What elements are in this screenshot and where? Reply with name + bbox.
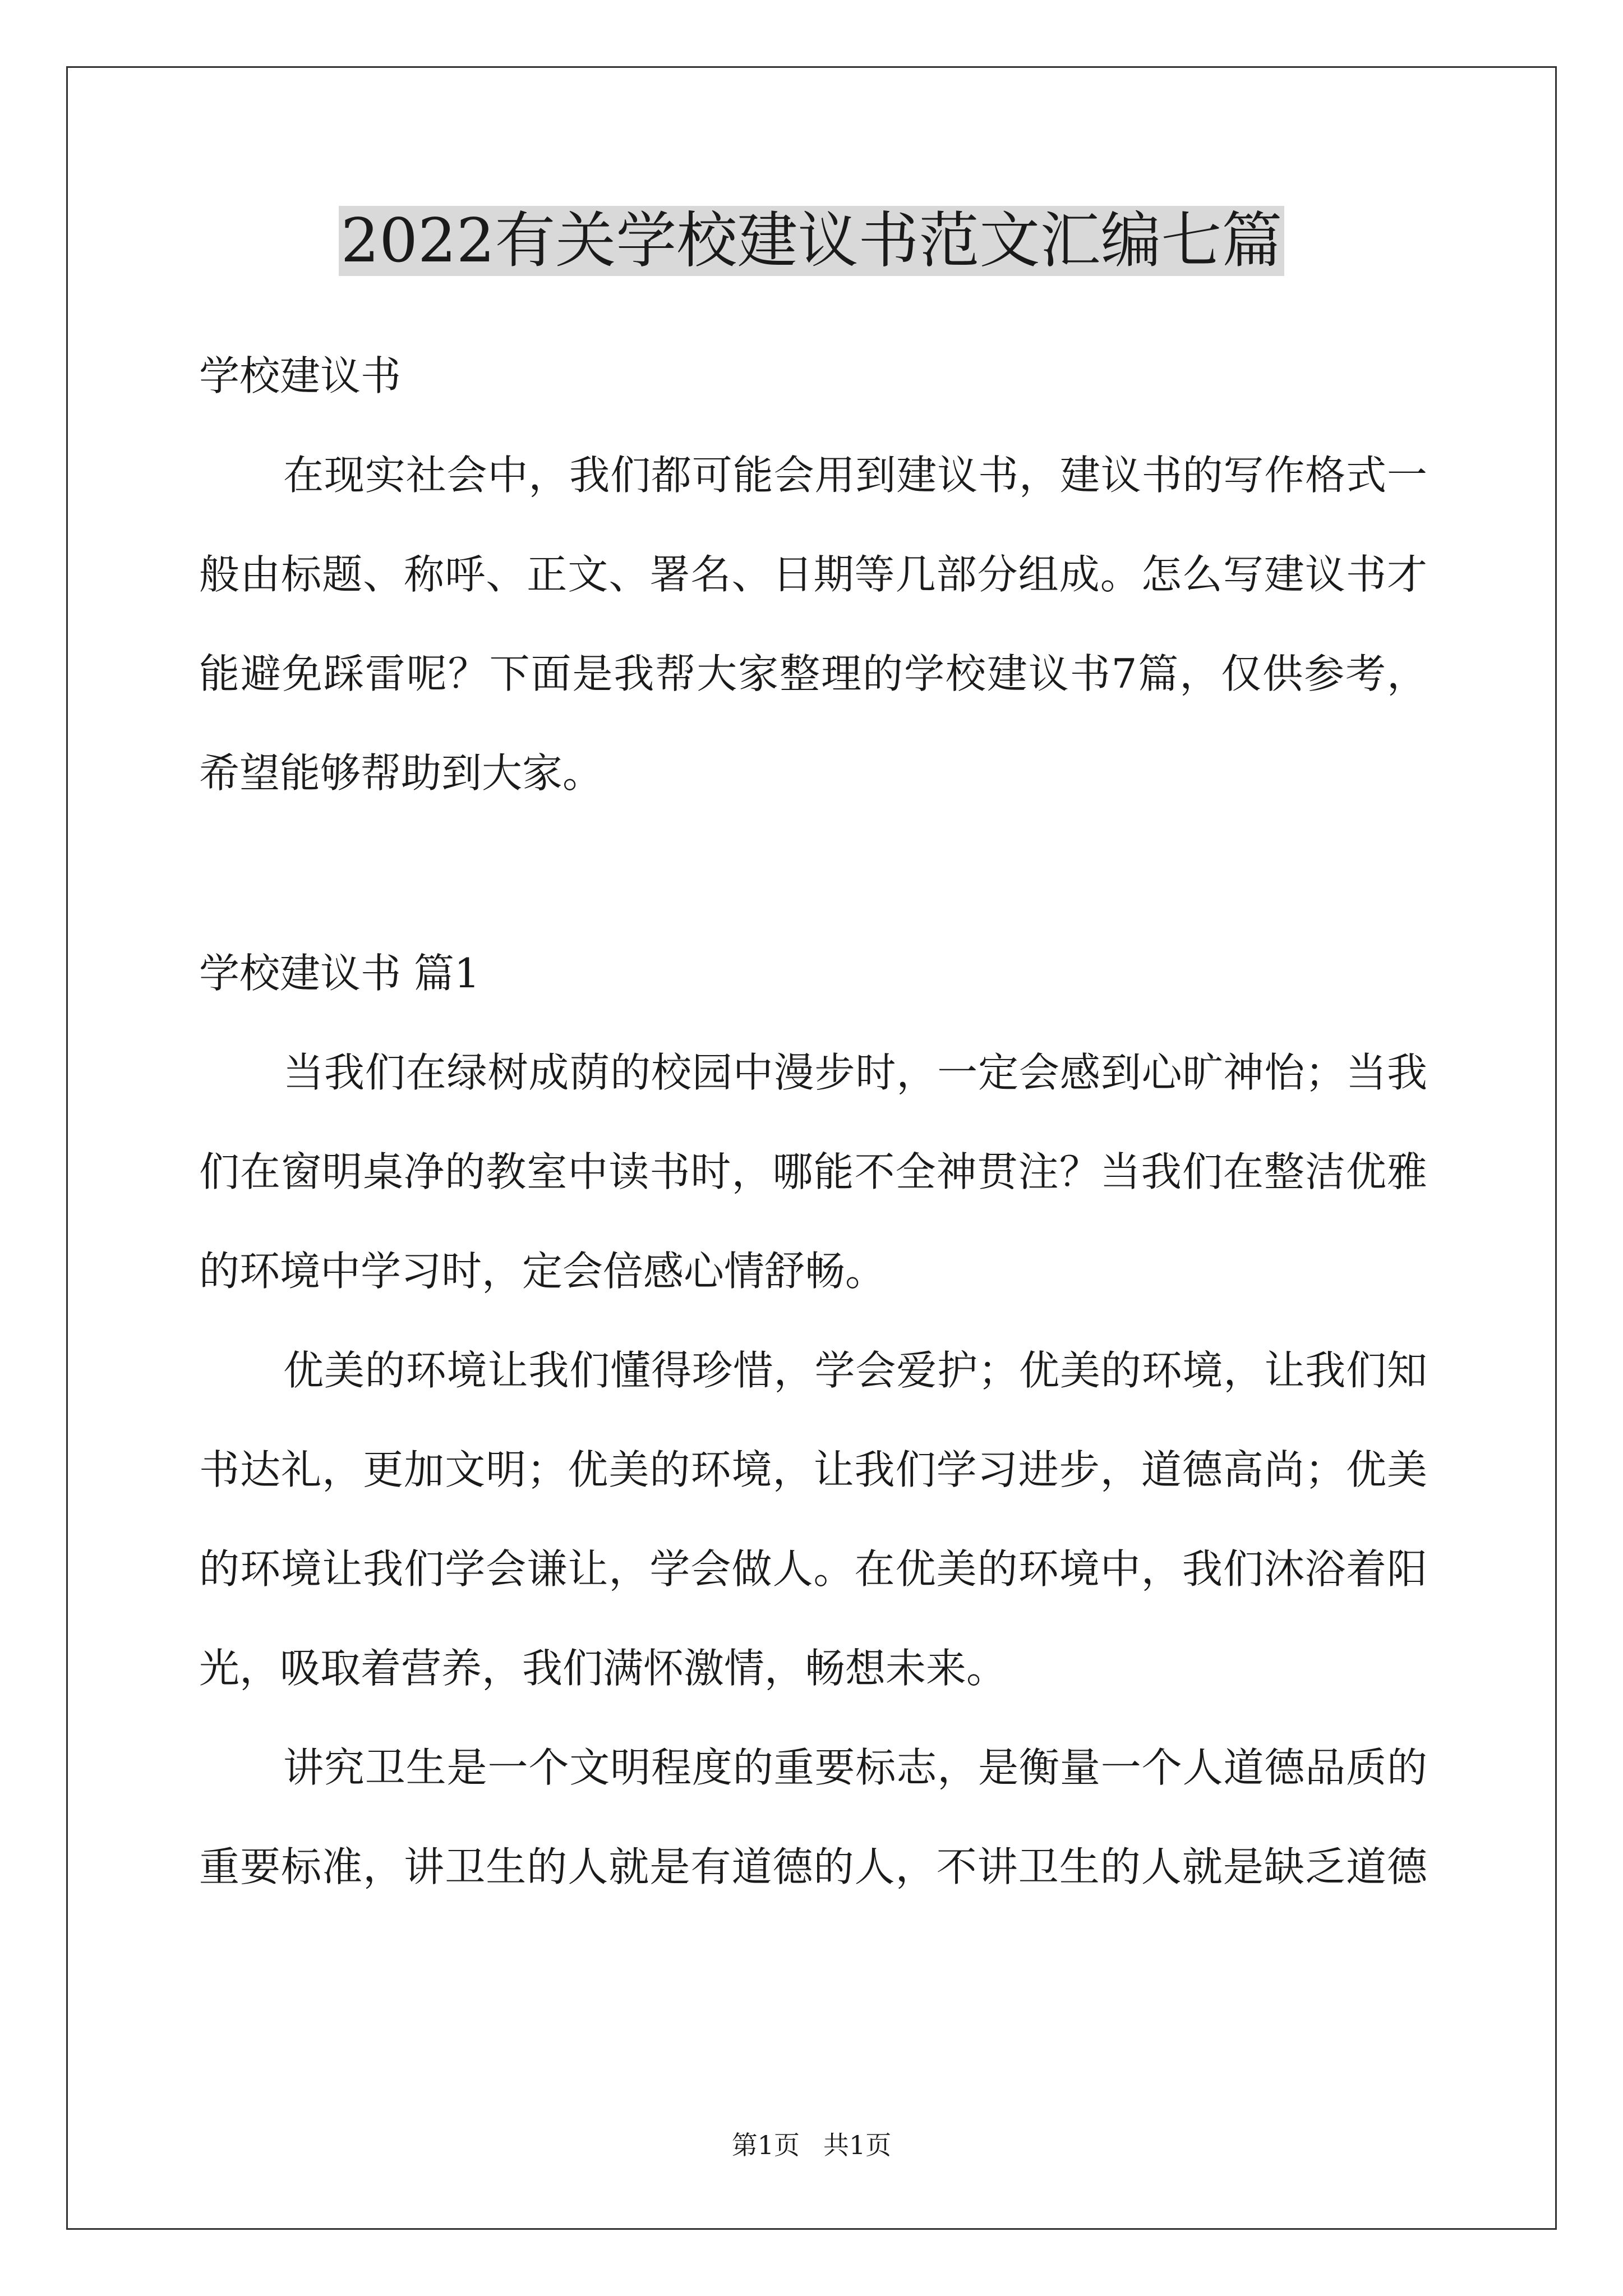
page-total: 共1页 xyxy=(823,2130,892,2160)
document-title-text: 2022有关学校建议书范文汇编七篇 xyxy=(339,206,1285,276)
intro-line: 能避免踩雷呢？下面是我帮大家整理的学校建议书7篇，仅供参考， xyxy=(199,650,1427,697)
intro-line: 在现实社会中，我们都可能会用到建议书，建议书的写作格式一 xyxy=(283,452,1427,499)
page-number: 第1页 xyxy=(731,2130,800,2160)
page-footer xyxy=(0,2129,1623,2161)
intro-heading: 学校建议书 xyxy=(199,352,402,399)
paragraph-line: 们在窗明桌净的教室中读书时，哪能不全神贯注？当我们在整洁优雅 xyxy=(199,1148,1427,1195)
paragraph-line: 重要标准，讲卫生的人就是有道德的人，不讲卫生的人就是缺乏道德 xyxy=(199,1843,1427,1890)
section-heading: 学校建议书 篇1 xyxy=(199,950,480,997)
paragraph-line: 优美的环境让我们懂得珍惜，学会爱护；优美的环境，让我们知 xyxy=(283,1347,1427,1394)
paragraph-line: 书达礼，更加文明；优美的环境，让我们学习进步，道德高尚；优美 xyxy=(199,1446,1427,1493)
document-title xyxy=(0,205,1623,278)
intro-line: 希望能够帮助到大家。 xyxy=(199,749,603,797)
paragraph-line: 的环境让我们学会谦让，学会做人。在优美的环境中，我们沐浴着阳 xyxy=(199,1545,1427,1593)
paragraph-line: 讲究卫生是一个文明程度的重要标志，是衡量一个人道德品质的 xyxy=(283,1744,1427,1791)
intro-line: 般由标题、称呼、正文、署名、日期等几部分组成。怎么写建议书才 xyxy=(199,551,1427,598)
paragraph-line: 光，吸取着营养，我们满怀激情，畅想未来。 xyxy=(199,1645,1007,1692)
paragraph-line: 当我们在绿树成荫的校园中漫步时，一定会感到心旷神怡；当我 xyxy=(283,1049,1427,1096)
paragraph-line: 的环境中学习时，定会倍感心情舒畅。 xyxy=(199,1248,886,1295)
